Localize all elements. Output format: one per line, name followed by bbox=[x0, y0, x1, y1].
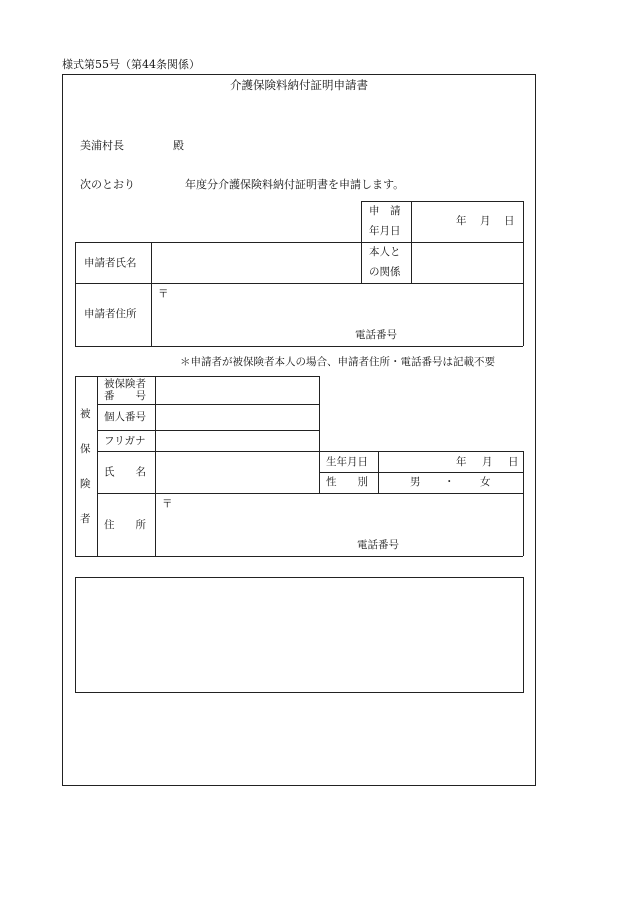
relationship-label-1: 本人と bbox=[369, 246, 401, 258]
gender-female: 女 bbox=[480, 476, 491, 488]
table-line bbox=[97, 376, 98, 556]
birth-day: 日 bbox=[508, 456, 519, 468]
table-line bbox=[75, 346, 523, 347]
table-line bbox=[97, 430, 319, 431]
relationship-label-2: の関係 bbox=[369, 266, 401, 278]
insured-name-label: 氏 名 bbox=[104, 466, 146, 478]
application-date-label-1: 申 請 bbox=[369, 205, 401, 217]
form-number: 様式第55号（第44条関係） bbox=[62, 58, 200, 71]
insured-phone-label: 電話番号 bbox=[357, 539, 399, 551]
insured-side-label: 保 bbox=[80, 443, 91, 455]
table-line bbox=[319, 472, 523, 473]
table-line bbox=[75, 376, 319, 377]
applicant-phone-label: 電話番号 bbox=[355, 329, 397, 341]
postal-mark: 〒 bbox=[158, 288, 169, 300]
date-day: 日 bbox=[504, 215, 515, 227]
table-line bbox=[75, 556, 523, 557]
addressee-honorific: 殿 bbox=[173, 139, 184, 152]
insured-side-label: 者 bbox=[80, 513, 91, 525]
insured-number-label-1: 被保険者 bbox=[104, 378, 146, 390]
table-line bbox=[97, 404, 319, 405]
table-line bbox=[75, 283, 523, 284]
table-line bbox=[319, 376, 320, 493]
table-line bbox=[97, 451, 523, 452]
individual-number-label: 個人番号 bbox=[104, 411, 146, 423]
date-year: 年 bbox=[456, 215, 467, 227]
date-month: 月 bbox=[480, 215, 491, 227]
table-line bbox=[361, 201, 523, 202]
birth-year: 年 bbox=[456, 456, 467, 468]
table-line bbox=[97, 493, 523, 494]
furigana-label: フリガナ bbox=[104, 435, 146, 447]
table-line bbox=[155, 376, 156, 556]
table-line bbox=[523, 451, 524, 556]
birthdate-label: 生年月日 bbox=[326, 456, 368, 468]
form-title: 介護保険料納付証明申請書 bbox=[230, 78, 368, 92]
gender-label: 性 別 bbox=[326, 476, 368, 488]
application-date-label-2: 年月日 bbox=[369, 225, 401, 237]
table-line bbox=[523, 201, 524, 346]
gender-male: 男 bbox=[410, 476, 421, 488]
insured-address-label: 住 所 bbox=[104, 519, 146, 531]
request-prefix: 次のとおり bbox=[80, 178, 135, 191]
note: ＊申請者が被保険者本人の場合、申請者住所・電話番号は記載不要 bbox=[180, 356, 495, 368]
table-line bbox=[75, 242, 76, 346]
table-line bbox=[151, 242, 152, 346]
insured-postal-mark: 〒 bbox=[162, 498, 173, 510]
insured-number-label-2: 番 号 bbox=[104, 390, 146, 402]
table-line bbox=[75, 242, 523, 243]
insured-side-label: 被 bbox=[80, 408, 91, 420]
birth-month: 月 bbox=[482, 456, 493, 468]
applicant-address-label: 申請者住所 bbox=[84, 308, 137, 320]
applicant-name-label: 申請者氏名 bbox=[84, 257, 137, 269]
request-body: 年度分介護保険料納付証明書を申請します。 bbox=[185, 178, 405, 191]
addressee-name: 美浦村長 bbox=[80, 139, 124, 152]
insured-side-label: 険 bbox=[80, 478, 91, 490]
remarks-box bbox=[75, 577, 524, 693]
table-line bbox=[75, 376, 76, 556]
gender-separator: ・ bbox=[444, 476, 455, 488]
